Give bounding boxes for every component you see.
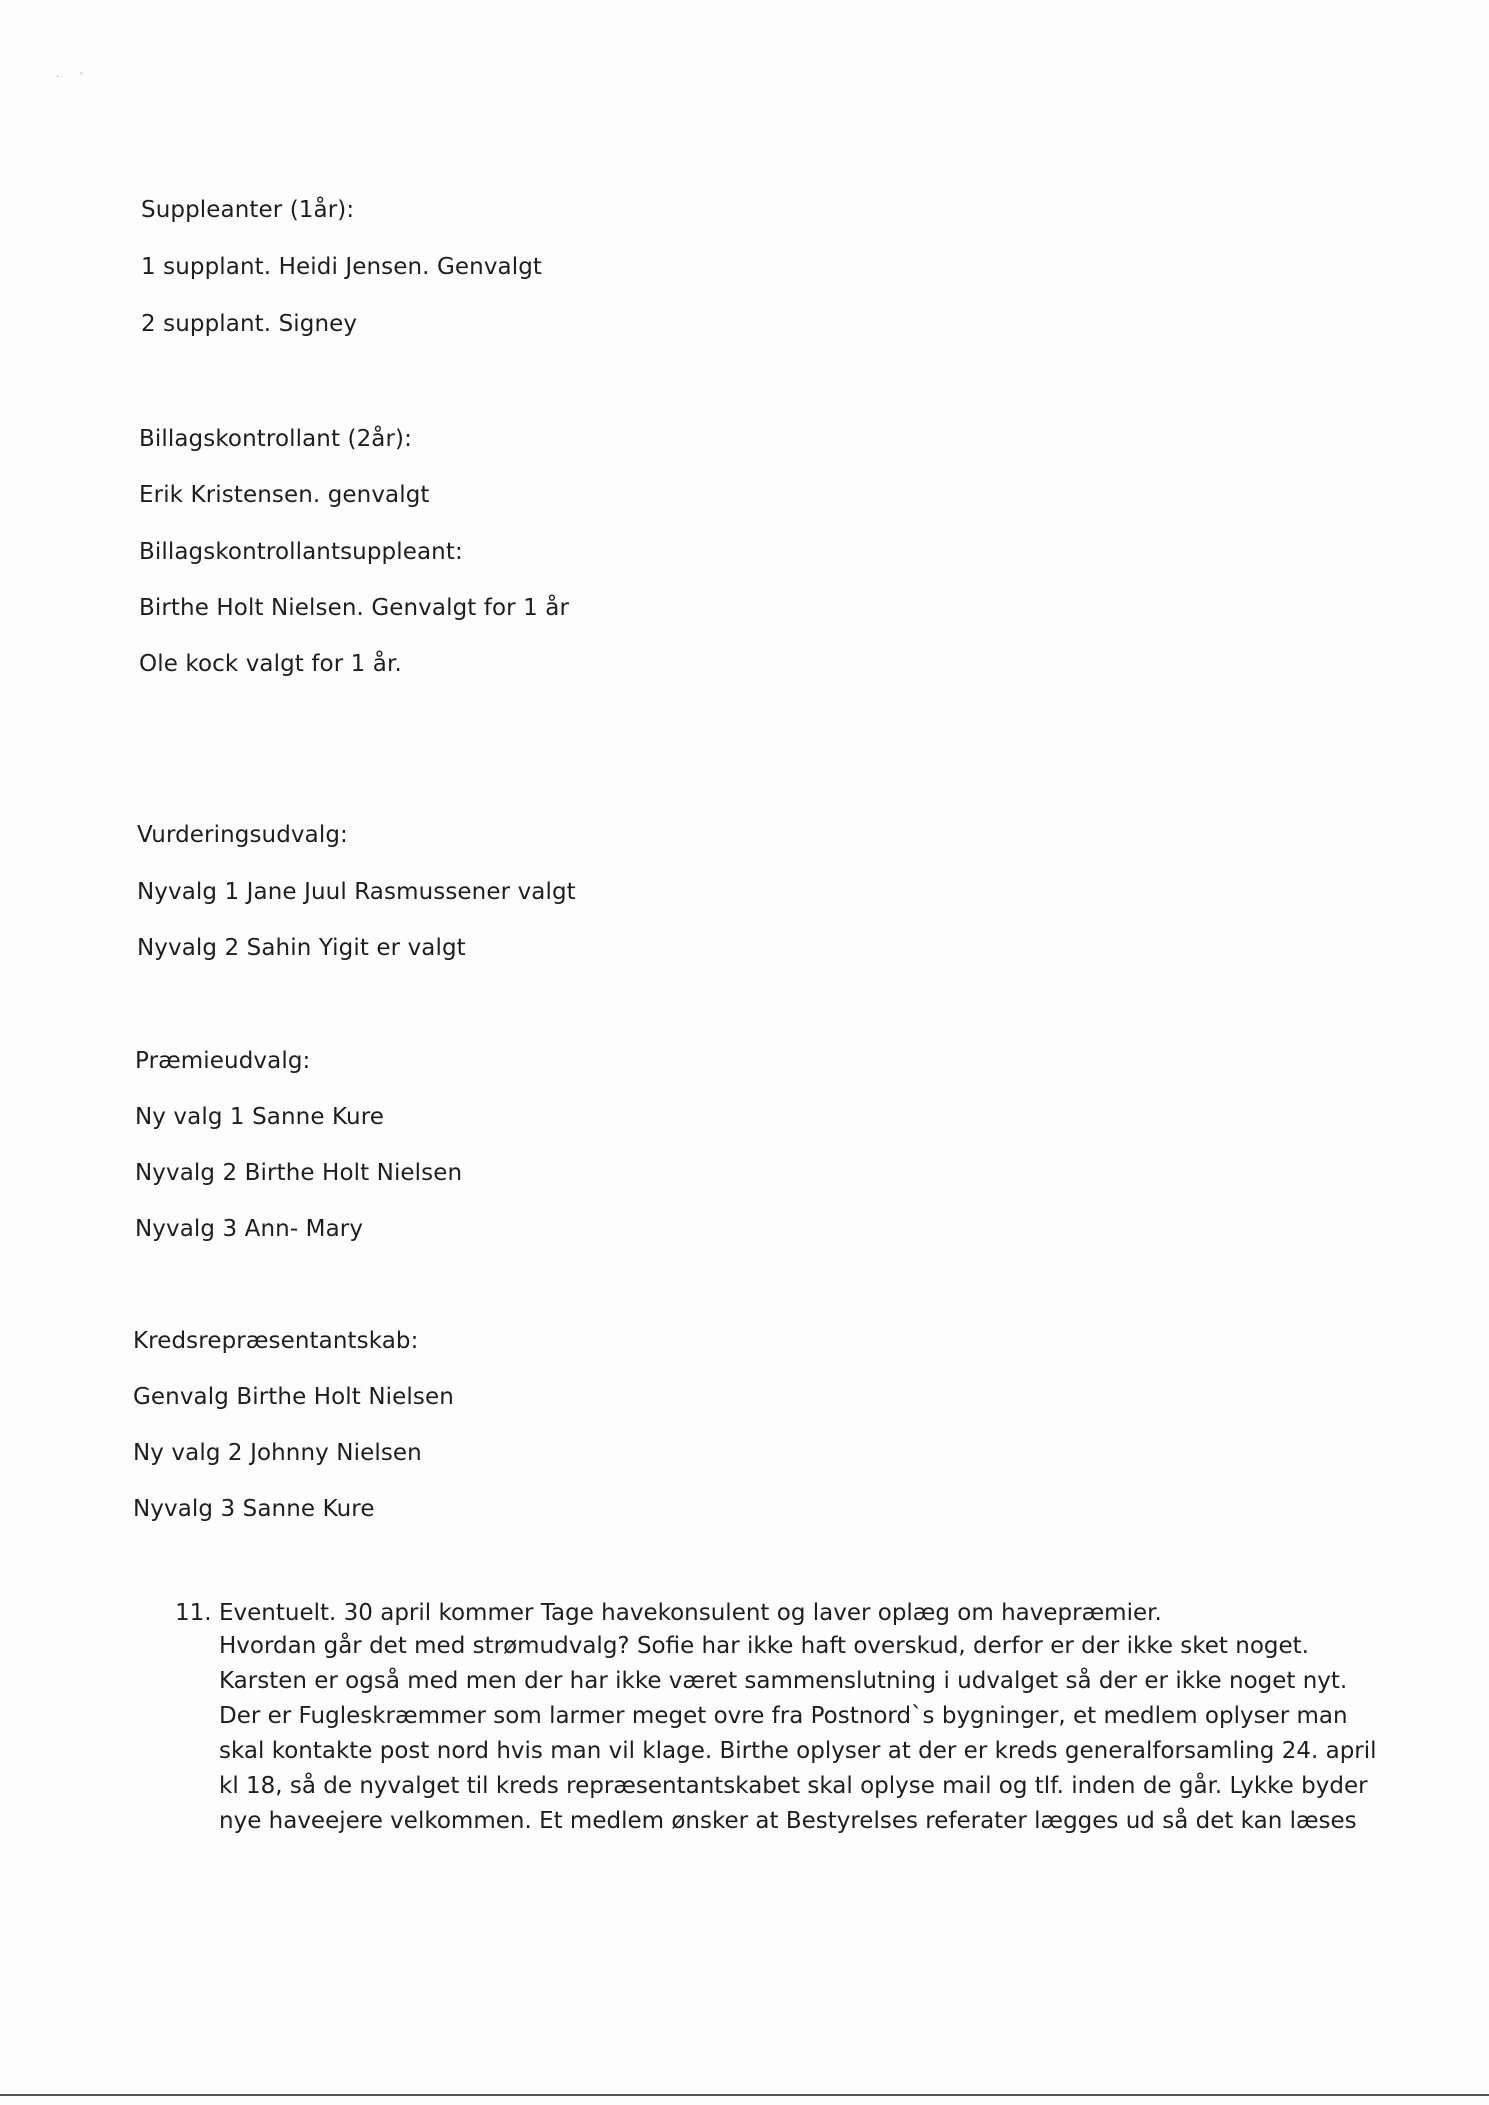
section-line: Nyvalg 3 Sanne Kure [133,1496,375,1522]
bottom-divider [0,2094,1489,2096]
section-heading-praemieudvalg: Præmieudvalg: [135,1048,311,1074]
section-line: Ny valg 1 Sanne Kure [135,1104,385,1130]
list-number: 11. [175,1600,212,1626]
scan-specks: · ´ [56,72,84,83]
section-line: Nyvalg 3 Ann- Mary [135,1216,364,1242]
paragraph-line: skal kontakte post nord hvis man vil klage. Birthe oplyser at der er kreds generalforsamling 24. april [219,1738,1377,1764]
section-line: 1 supplant. Heidi Jensen. Genvalgt [141,254,543,280]
section-line: Ole kock valgt for 1 år. [139,651,402,677]
section-heading-kredsrepraesentantskab: Kredsrepræsentantskab: [133,1328,419,1354]
paragraph-line: Der er Fugleskræmmer som larmer meget ovre fra Postnord`s bygninger, et medlem oplyser man [219,1703,1348,1729]
section-line: Billagskontrollantsuppleant: [139,539,463,565]
paragraph-line: nye haveejere velkommen. Et medlem ønsker at Bestyrelses referater lægges ud så det kan læses [219,1808,1357,1834]
section-heading-suppleanter: Suppleanter (1år): [141,197,355,223]
paragraph-line: Eventuelt. 30 april kommer Tage havekonsulent og laver oplæg om havepræmier. [219,1600,1162,1626]
paragraph-line: Hvordan går det med strømudvalg? Sofie har ikke haft overskud, derfor er der ikke sket noget. [219,1633,1309,1659]
section-line: Nyvalg 1 Jane Juul Rasmussener valgt [137,879,576,905]
section-line: Nyvalg 2 Birthe Holt Nielsen [135,1160,463,1186]
section-line: Genvalg Birthe Holt Nielsen [133,1384,454,1410]
section-line: Ny valg 2 Johnny Nielsen [133,1440,422,1466]
section-heading-billagskontrollant: Billagskontrollant (2år): [139,426,412,452]
paragraph-line: kl 18, så de nyvalget til kreds repræsentantskabet skal oplyse mail og tlf. inden de går. Lykke byder [219,1773,1368,1799]
paragraph-line: Karsten er også med men der har ikke været sammenslutning i udvalget så der er ikke noget nyt. [219,1668,1348,1694]
section-line: Nyvalg 2 Sahin Yigit er valgt [137,935,466,961]
section-line: Erik Kristensen. genvalgt [139,482,430,508]
section-heading-vurderingsudvalg: Vurderingsudvalg: [137,822,348,848]
section-line: 2 supplant. Signey [141,311,358,337]
section-line: Birthe Holt Nielsen. Genvalgt for 1 år [139,595,570,621]
